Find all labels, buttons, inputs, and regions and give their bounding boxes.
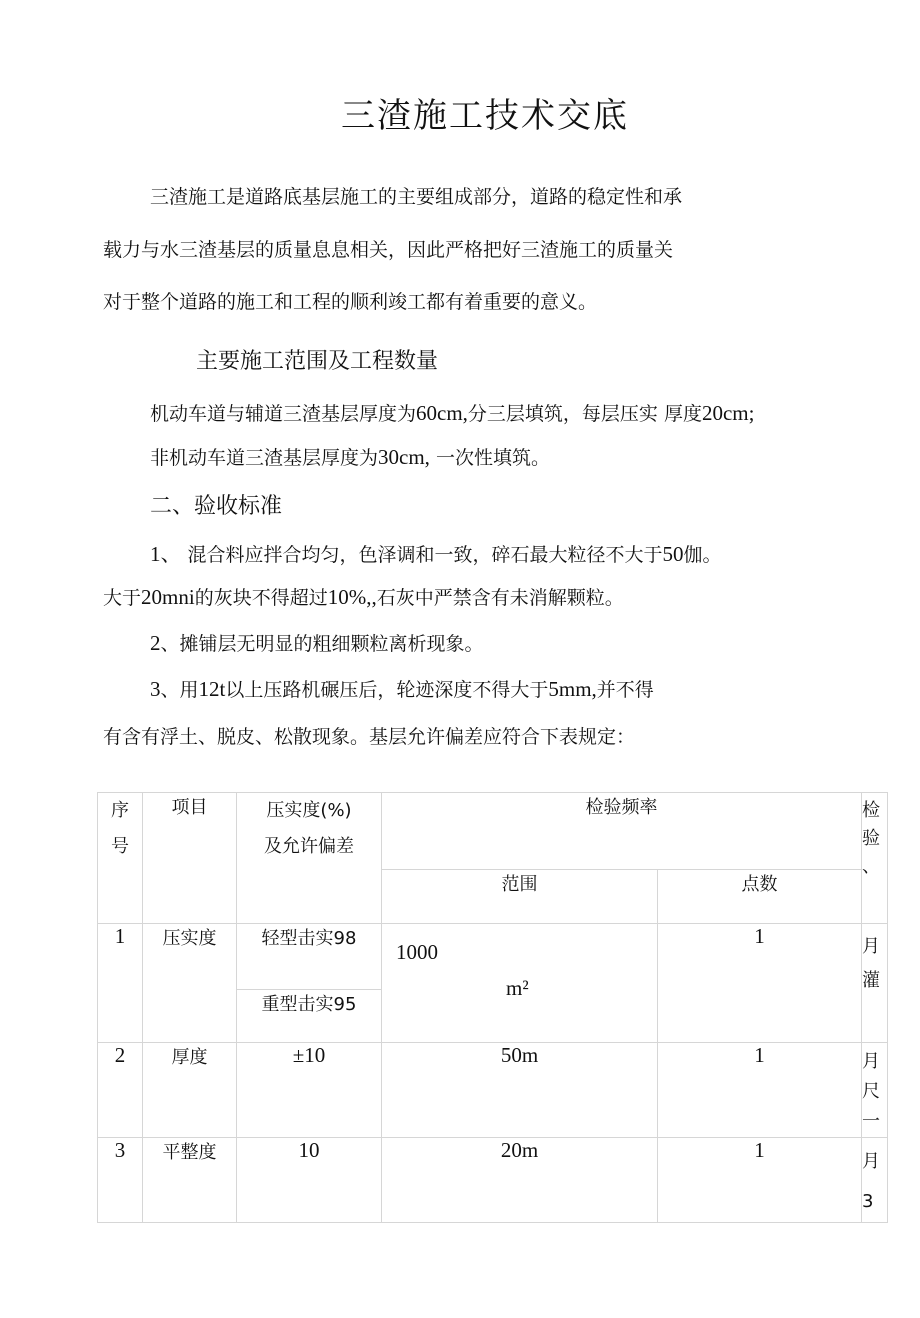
criterion-value: 12t bbox=[198, 677, 226, 701]
header-item bbox=[143, 793, 237, 924]
row-method-text: 月 尺 一 bbox=[862, 1051, 880, 1132]
row-tolerance-text: ±10 bbox=[292, 1043, 326, 1067]
criterion-text: 混合料应拌合均匀，色泽调和一致，碎石最大粒径不大于 bbox=[181, 544, 663, 566]
header-points-text: 点数 bbox=[741, 874, 778, 895]
criterion-text: 并不得 bbox=[596, 679, 654, 701]
criterion-number: 2 bbox=[150, 631, 161, 655]
criterion-text: 石灰中严禁含有未消解颗粒。 bbox=[376, 587, 624, 609]
criterion-1-cont bbox=[103, 583, 624, 610]
scope-text: 一次性填筑。 bbox=[429, 447, 550, 469]
header-method-text: 检 验 、 bbox=[862, 800, 880, 877]
row-points-text: 1 bbox=[754, 1138, 765, 1162]
header-seq bbox=[98, 793, 143, 924]
row-seq bbox=[98, 1138, 143, 1223]
criterion-text: 伽。 bbox=[683, 544, 722, 566]
row-item bbox=[143, 924, 237, 1043]
criterion-2 bbox=[150, 629, 484, 656]
row-method bbox=[862, 1138, 888, 1223]
row-range bbox=[382, 924, 658, 1043]
row-item bbox=[143, 1043, 237, 1138]
row-item-text: 压实度 bbox=[162, 928, 217, 949]
intro-line-1: 三渣施工是道路底基层施工的主要组成部分，道路的稳定性和承 bbox=[150, 186, 683, 208]
row-method bbox=[862, 1043, 888, 1138]
criterion-number: 1、 bbox=[150, 542, 182, 566]
row-range-text: 20m bbox=[500, 1138, 539, 1162]
criterion-value: 50 bbox=[662, 542, 684, 566]
scope-text: 机动车道与辅道三渣基层厚度为 bbox=[150, 403, 417, 425]
row-seq-text: 2 bbox=[114, 1043, 126, 1067]
row-points bbox=[658, 1138, 862, 1223]
criterion-text: 的灰块不得超过 bbox=[194, 587, 328, 609]
header-seq-text: 序 号 bbox=[111, 800, 129, 857]
document-title: 三渣施工技术交底 bbox=[341, 96, 629, 136]
criterion-text: 大于 bbox=[103, 587, 142, 609]
row-range-value: 1000 bbox=[396, 940, 438, 964]
header-points bbox=[658, 870, 862, 924]
header-method bbox=[862, 793, 888, 924]
criterion-text: 、用 bbox=[160, 679, 199, 701]
criterion-value: 10%,, bbox=[327, 585, 377, 609]
section-heading-scope: 主要施工范围及工程数量 bbox=[196, 349, 439, 374]
criterion-text: 以上压路机碾压后，轮迹深度不得大于 bbox=[225, 679, 549, 701]
header-range bbox=[382, 870, 658, 924]
row-points-text: 1 bbox=[754, 924, 765, 948]
scope-text: 分三层填筑，每层压实 厚度 bbox=[467, 403, 702, 425]
row-tolerance bbox=[237, 1138, 382, 1223]
row-tolerance bbox=[237, 1043, 382, 1138]
row-method-text: 月 灌 bbox=[862, 936, 880, 991]
scope-text: 非机动车道三渣基层厚度为 bbox=[150, 447, 379, 469]
scope-line-1 bbox=[150, 399, 754, 426]
row-seq bbox=[98, 924, 143, 1043]
row-tolerance-light bbox=[237, 924, 382, 990]
scope-value: 20cm; bbox=[701, 401, 755, 425]
row-item-text: 平整度 bbox=[162, 1142, 217, 1163]
row-tolerance-heavy-text: 重型击实95 bbox=[261, 994, 357, 1015]
row-points bbox=[658, 1043, 862, 1138]
criterion-value: 5mm, bbox=[548, 677, 597, 701]
row-tolerance-heavy bbox=[237, 990, 382, 1043]
scope-value: 30cm, bbox=[378, 445, 430, 469]
header-compaction bbox=[237, 793, 382, 924]
intro-line-2: 载力与水三渣基层的质量息息相关，因此严格把好三渣施工的质量关 bbox=[103, 239, 674, 261]
header-item-text: 项目 bbox=[171, 797, 208, 818]
row-range-text: 50m bbox=[500, 1043, 539, 1067]
row-method-text: 月 3 bbox=[862, 1151, 880, 1212]
row-points bbox=[658, 924, 862, 1043]
row-range bbox=[382, 1043, 658, 1138]
row-seq-text: 3 bbox=[114, 1138, 126, 1162]
row-seq bbox=[98, 1043, 143, 1138]
row-seq-text: 1 bbox=[114, 924, 126, 948]
row-item-text: 厚度 bbox=[171, 1047, 208, 1068]
criterion-text: 、摊铺层无明显的粗细颗粒离析现象。 bbox=[160, 633, 484, 655]
row-range-unit: m² bbox=[506, 976, 529, 1000]
table-row bbox=[98, 1138, 888, 1223]
header-frequency-text: 检验频率 bbox=[585, 797, 658, 818]
row-points-text: 1 bbox=[754, 1043, 765, 1067]
row-range bbox=[382, 1138, 658, 1223]
tolerance-table bbox=[97, 792, 888, 1223]
criterion-value: 20mni bbox=[141, 585, 195, 609]
table-row bbox=[98, 1043, 888, 1138]
header-compaction-text: 压实度(%) 及允许偏差 bbox=[264, 800, 354, 857]
criterion-1 bbox=[150, 538, 722, 568]
row-method bbox=[862, 924, 888, 1043]
criterion-3 bbox=[150, 675, 654, 702]
table-row bbox=[98, 924, 888, 990]
header-range-text: 范围 bbox=[501, 874, 538, 895]
row-tolerance-text: 10 bbox=[298, 1138, 320, 1162]
scope-value: 60cm, bbox=[416, 401, 468, 425]
scope-line-2 bbox=[150, 443, 550, 470]
section-heading-acceptance: 二、验收标准 bbox=[150, 494, 283, 519]
intro-line-3: 对于整个道路的施工和工程的顺利竣工都有着重要的意义。 bbox=[103, 291, 598, 313]
header-frequency bbox=[382, 793, 862, 870]
criterion-number: 3 bbox=[150, 677, 161, 701]
row-tolerance-light-text: 轻型击实98 bbox=[261, 928, 357, 949]
criterion-3-cont: 有含有浮土、脱皮、松散现象。基层允许偏差应符合下表规定： bbox=[103, 726, 636, 748]
row-item bbox=[143, 1138, 237, 1223]
